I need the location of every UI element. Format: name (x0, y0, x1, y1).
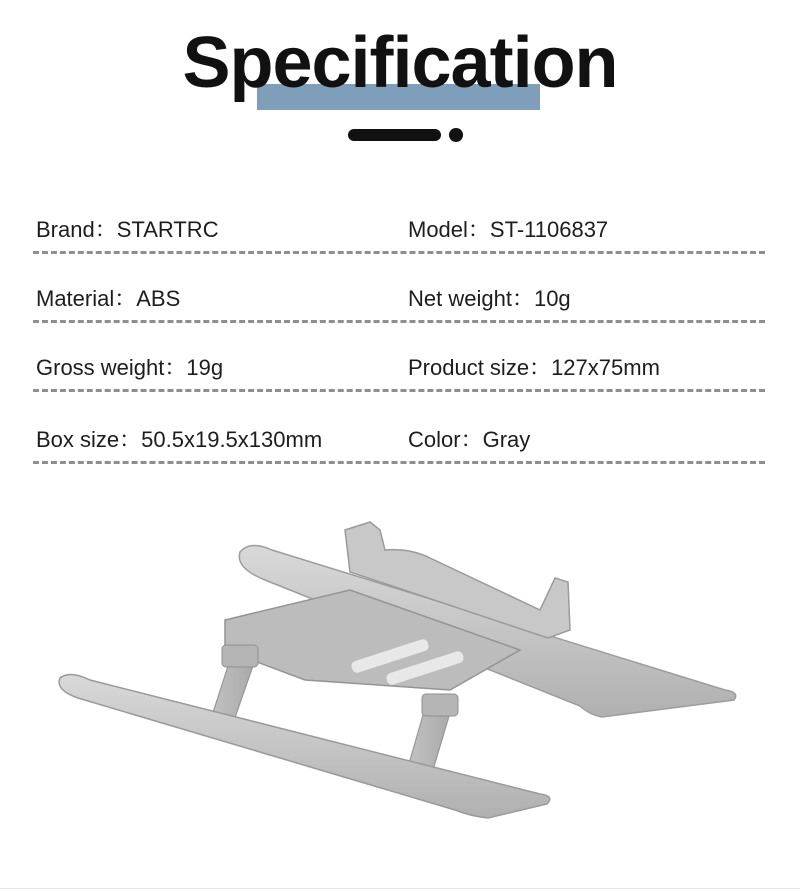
page-title: Specification (182, 23, 618, 103)
title-section (0, 18, 800, 108)
decorative-dash (348, 129, 441, 141)
spec-row (33, 415, 765, 464)
spec-cell-gross-weight: Gross weight：19g (36, 355, 224, 380)
spec-cell-color: Color：Gray (408, 427, 531, 452)
spec-row (33, 343, 765, 392)
hinge-right (422, 694, 458, 716)
spec-cell-model: Model：ST-1106837 (408, 217, 609, 242)
spec-cell-box-size: Box size：50.5x19.5x130mm (36, 427, 323, 452)
hinge-left (222, 645, 258, 667)
spec-cell-brand: Brand：STARTRC (36, 217, 219, 242)
spec-row (33, 205, 765, 254)
spec-cell-material: Material：ABS (36, 286, 181, 311)
decorative-dot (449, 128, 463, 142)
spec-row (33, 274, 765, 323)
spec-cell-product-size: Product size：127x75mm (408, 355, 660, 380)
front-skid (59, 674, 550, 818)
spec-cell-net-weight: Net weight：10g (408, 286, 571, 311)
landing-gear-product-image (50, 510, 750, 840)
bottom-divider (0, 888, 800, 889)
